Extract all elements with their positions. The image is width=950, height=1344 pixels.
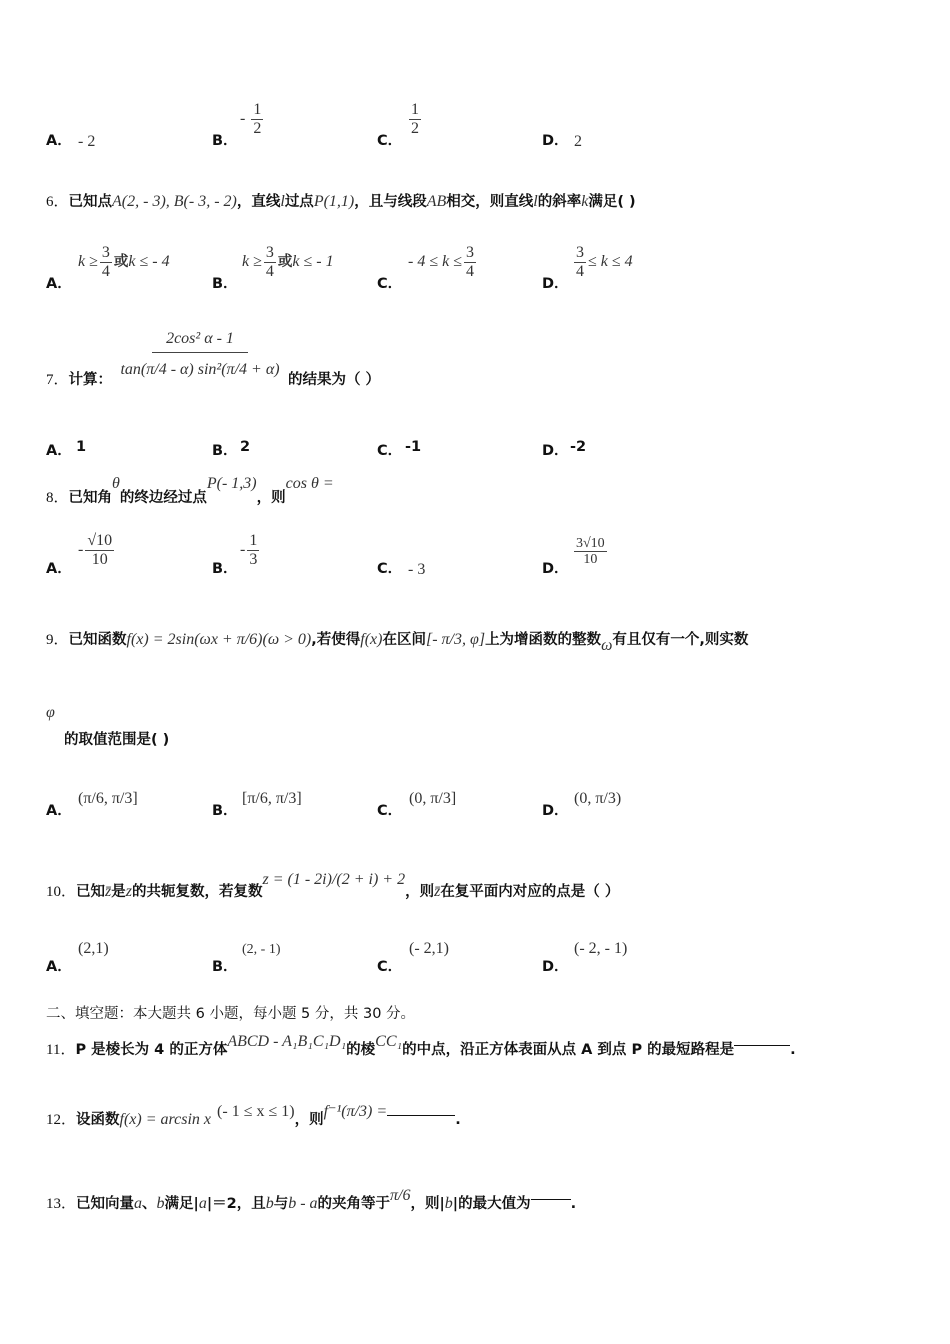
- question-8: 8．已知角θ的终边经过点P(- 1,3)，则cos θ =: [46, 475, 334, 506]
- option-a-value: - 2: [78, 133, 96, 150]
- option-b-label: B．: [212, 133, 238, 149]
- option-c-label: C．: [377, 276, 403, 292]
- option-c-value: $\frac{1}{2}$: [411, 101, 419, 137]
- option-a-label: A．: [46, 561, 72, 577]
- question-9-cont: φ: [46, 704, 55, 721]
- section-heading-fill-in: 二、填空题：本大题共 6 小题，每小题 5 分，共 30 分。: [46, 1006, 416, 1022]
- option-c-value: (0, π/3]: [409, 790, 457, 807]
- option-c-label: C．: [377, 561, 403, 577]
- option-c-label: C．: [377, 133, 403, 149]
- option-c-label: C．: [377, 443, 403, 459]
- question-11: 11．P 是棱长为 4 的正方体ABCD - A₁B₁C₁D₁的棱CC₁的中点，沿正方体表面从点 A 到点 P 的最短路程是 .: [46, 1033, 796, 1058]
- option-a-label: A．: [46, 959, 72, 975]
- answer-blank[interactable]: [734, 1045, 790, 1046]
- option-d-label: D．: [542, 959, 569, 975]
- option-a-value: (π/6, π/3]: [78, 790, 138, 807]
- question-10: 10．已知z̄是z的共轭复数，若复数z = (1 - 2i)/(2 + i) + 2，则z̄在复平面内对应的点是（ ）: [46, 871, 620, 900]
- question-9-cont-text: 的取值范围是( ): [64, 732, 170, 748]
- option-b-value: - $\frac{1}{3}$: [240, 532, 258, 568]
- option-a-label: A．: [46, 276, 72, 292]
- option-a-value: k ≥ $\frac{3}{4}$ 或k ≤ - 4: [78, 244, 170, 280]
- option-b-value: - $\frac{1}{2}$: [240, 101, 262, 137]
- option-b-label: B．: [212, 959, 238, 975]
- option-b-value: [π/6, π/3]: [242, 790, 302, 807]
- option-a-value: (2,1): [78, 940, 109, 957]
- option-b-label: B．: [212, 276, 238, 292]
- option-d-label: D．: [542, 133, 569, 149]
- option-d-value: 2: [574, 133, 582, 150]
- option-c-value: (- 2,1): [409, 940, 449, 957]
- option-d-value: -2: [570, 439, 587, 455]
- option-b-label: B．: [212, 443, 238, 459]
- option-d-value: (- 2, - 1): [574, 940, 628, 957]
- option-b-value: (2, - 1): [242, 942, 281, 957]
- option-a-value: 1: [76, 439, 87, 455]
- question-9: 9．已知函数f(x) = 2sin(ωx + π/6)(ω > 0),若使得f(x)在区间[- π/3, φ]上为增函数的整数ω有且仅有一个,则实数: [46, 631, 749, 654]
- question-13: 13．已知向量a、b满足|a|＝2，且b与b - a的夹角等于π/6，则|b|的最大值为 .: [46, 1187, 577, 1212]
- option-d-value: (0, π/3): [574, 790, 622, 807]
- option-c-label: C．: [377, 959, 403, 975]
- option-d-value: $\frac{3√10}{10}$: [576, 536, 605, 568]
- option-c-value: -1: [405, 439, 422, 455]
- question-6: 6．已知点A(2, - 3), B(- 3, - 2)，直线l过点P(1,1)，且与线段AB相交，则直线l的斜率k满足( ): [46, 193, 636, 210]
- question-7: 7．计算： $\frac{\text{2cos² α - 1}}{\text{tan(π/4 - α) sin²(π/4 + α)}}$ 的结果为（ ）: [46, 330, 381, 388]
- option-b-label: B．: [212, 561, 238, 577]
- answer-blank[interactable]: [531, 1199, 571, 1200]
- option-b-value: 2: [240, 439, 251, 455]
- option-c-value: - 4 ≤ k ≤ $\frac{3}{4}$: [408, 244, 474, 280]
- option-d-label: D．: [542, 803, 569, 819]
- answer-blank[interactable]: [387, 1115, 455, 1116]
- option-d-value: $\frac{3}{4}$ ≤ k ≤ 4: [576, 244, 633, 280]
- option-a-label: A．: [46, 133, 72, 149]
- question-12: 12．设函数f(x) = arcsin x (- 1 ≤ x ≤ 1)，则f⁻¹(π/3) = .: [46, 1103, 461, 1128]
- option-d-label: D．: [542, 443, 569, 459]
- option-b-label: B．: [212, 803, 238, 819]
- option-a-label: A．: [46, 803, 72, 819]
- option-c-value: - 3: [408, 561, 426, 578]
- option-a-label: A．: [46, 443, 72, 459]
- option-d-label: D．: [542, 561, 569, 577]
- option-a-value: - $\frac{√10}{10}$: [78, 532, 113, 568]
- option-b-value: k ≥ $\frac{3}{4}$ 或k ≤ - 1: [242, 244, 334, 280]
- option-d-label: D．: [542, 276, 569, 292]
- option-c-label: C．: [377, 803, 403, 819]
